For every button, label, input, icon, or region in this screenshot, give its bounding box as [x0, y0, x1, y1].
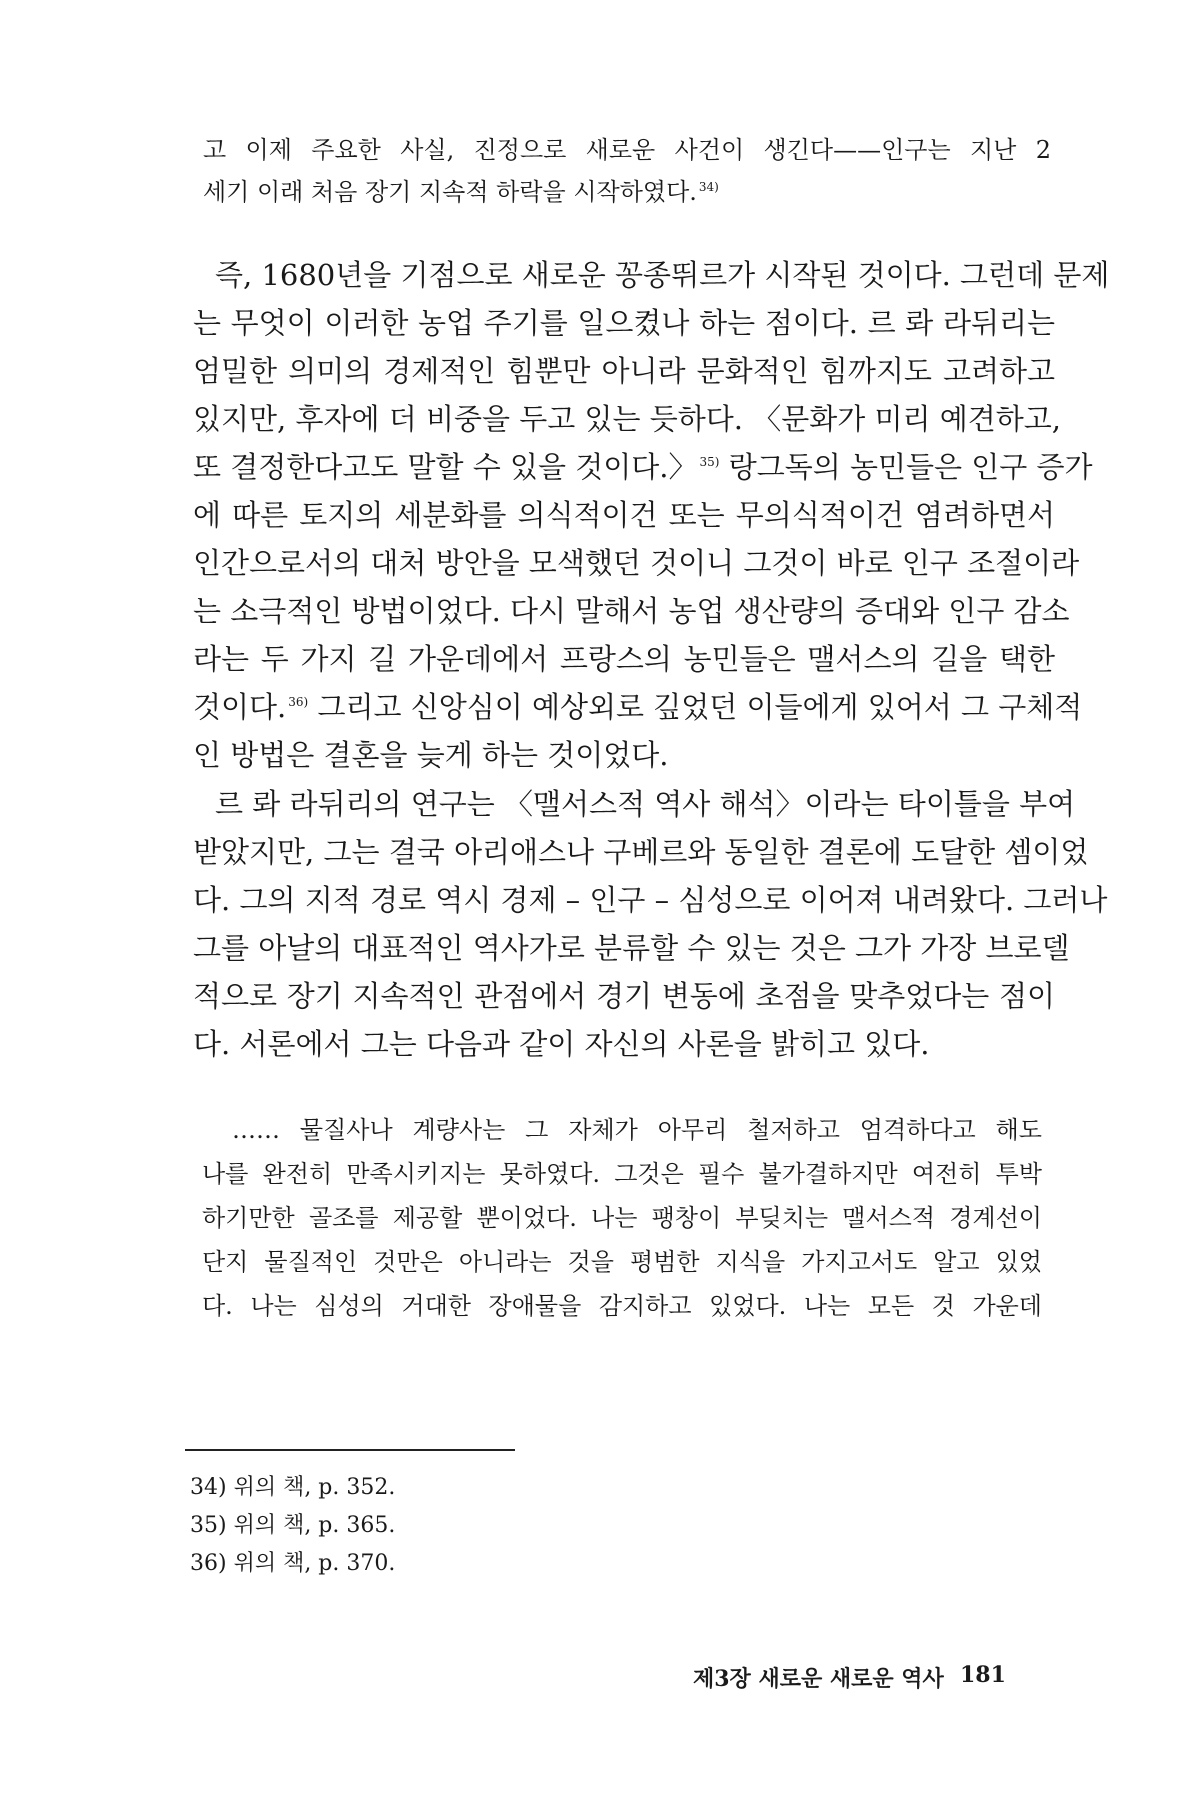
footnote-divider — [185, 1449, 515, 1451]
paragraph-line: 에 따른 토지의 세분화를 의식적이건 또는 무의식적이건 염려하면서 — [193, 498, 1055, 532]
intro-quote-line: 세기 이래 처음 장기 지속적 하락을 시작하였다. $^{34)}$ — [203, 178, 719, 206]
paragraph-line: 다. 서론에서 그는 다음과 같이 자신의 사론을 밝히고 있다. — [193, 1027, 930, 1061]
paragraph-line: 엄밀한 의미의 경제적인 힘뿐만 아니라 문화적인 힘까지도 고려하고 — [193, 354, 1055, 388]
paragraph-line: 것이다. $^{36)}$ 그리고 신앙심이 예상외로 깊었던 이들에게 있어서 그 구체적 — [193, 690, 1083, 724]
block-quote-line: 나를 완전히 만족시키지는 못하였다. 그것은 필수 불가결하지만 여전히 투박 — [202, 1160, 1042, 1188]
footnote-ref: 34) — [698, 180, 719, 194]
running-head: 제3장 새로운 새로운 역사 — [693, 1666, 944, 1692]
block-quote-line: 단지 물질적인 것만은 아니라는 것을 평범한 지식을 가지고서도 알고 있었 — [202, 1248, 1042, 1276]
paragraph-line: 있지만, 후자에 더 비중을 두고 있는 듯하다. 〈문화가 미리 예견하고, — [193, 402, 1061, 436]
paragraph-line: 인간으로서의 대처 방안을 모색했던 것이니 그것이 바로 인구 조절이라 — [193, 546, 1080, 580]
paragraph-line: 그를 아날의 대표적인 역사가로 분류할 수 있는 것은 그가 가장 브로델 — [193, 931, 1070, 965]
footnote: 35) 위의 책, p. 365. — [190, 1513, 396, 1538]
intro-quote-line: 고 이제 주요한 사실, 진정으로 새로운 사건이 생긴다——인구는 지난 2 — [203, 136, 1051, 164]
paragraph-line: 받았지만, 그는 결국 아리애스나 구베르와 동일한 결론에 도달한 셈이었 — [193, 835, 1089, 869]
paragraph-line: 인 방법은 결혼을 늦게 하는 것이었다. — [193, 738, 669, 772]
block-quote-line: 다. 나는 심성의 거대한 장애물을 감지하고 있었다. 나는 모든 것 가운데 — [202, 1292, 1042, 1320]
paragraph-line: 르 롸 라뒤리의 연구는 〈맬서스적 역사 해석〉이라는 타이틀을 부여 — [215, 787, 1076, 821]
paragraph-line: 다. 그의 지적 경로 역시 경제 – 인구 – 심성으로 이어져 내려왔다. 그러나 — [193, 883, 1108, 917]
paragraph-line: 는 소극적인 방법이었다. 다시 말해서 농업 생산량의 증대와 인구 감소 — [193, 594, 1070, 628]
footnote-ref: 36) — [288, 695, 309, 710]
block-quote-line: …… 물질사나 계량사는 그 자체가 아무리 철저하고 엄격하다고 해도 — [232, 1116, 1042, 1144]
page-number: 181 — [960, 1662, 1006, 1688]
paragraph-line: 적으로 장기 지속적인 관점에서 경기 변동에 초점을 맞추었다는 점이 — [193, 979, 1055, 1013]
footnote: 34) 위의 책, p. 352. — [190, 1475, 396, 1500]
paragraph-line: 라는 두 가지 길 가운데에서 프랑스의 농민들은 맬서스의 길을 택한 — [193, 642, 1055, 676]
paragraph-line: 즉, 1680년을 기점으로 새로운 꽁종뛰르가 시작된 것이다. 그런데 문제 — [215, 258, 1110, 292]
paragraph-line: 또 결정한다고도 말할 수 있을 것이다.〉 $^{35)}$ 랑그독의 농민들은 인구 증가 — [193, 450, 1093, 484]
footnote-ref: 35) — [699, 455, 720, 470]
paragraph-line: 는 무엇이 이러한 농업 주기를 일으켰나 하는 점이다. 르 롸 라뒤리는 — [193, 306, 1055, 340]
block-quote-line: 하기만한 골조를 제공할 뿐이었다. 나는 팽창이 부딪치는 맬서스적 경계선이 — [202, 1204, 1042, 1232]
footnote: 36) 위의 책, p. 370. — [190, 1551, 396, 1576]
